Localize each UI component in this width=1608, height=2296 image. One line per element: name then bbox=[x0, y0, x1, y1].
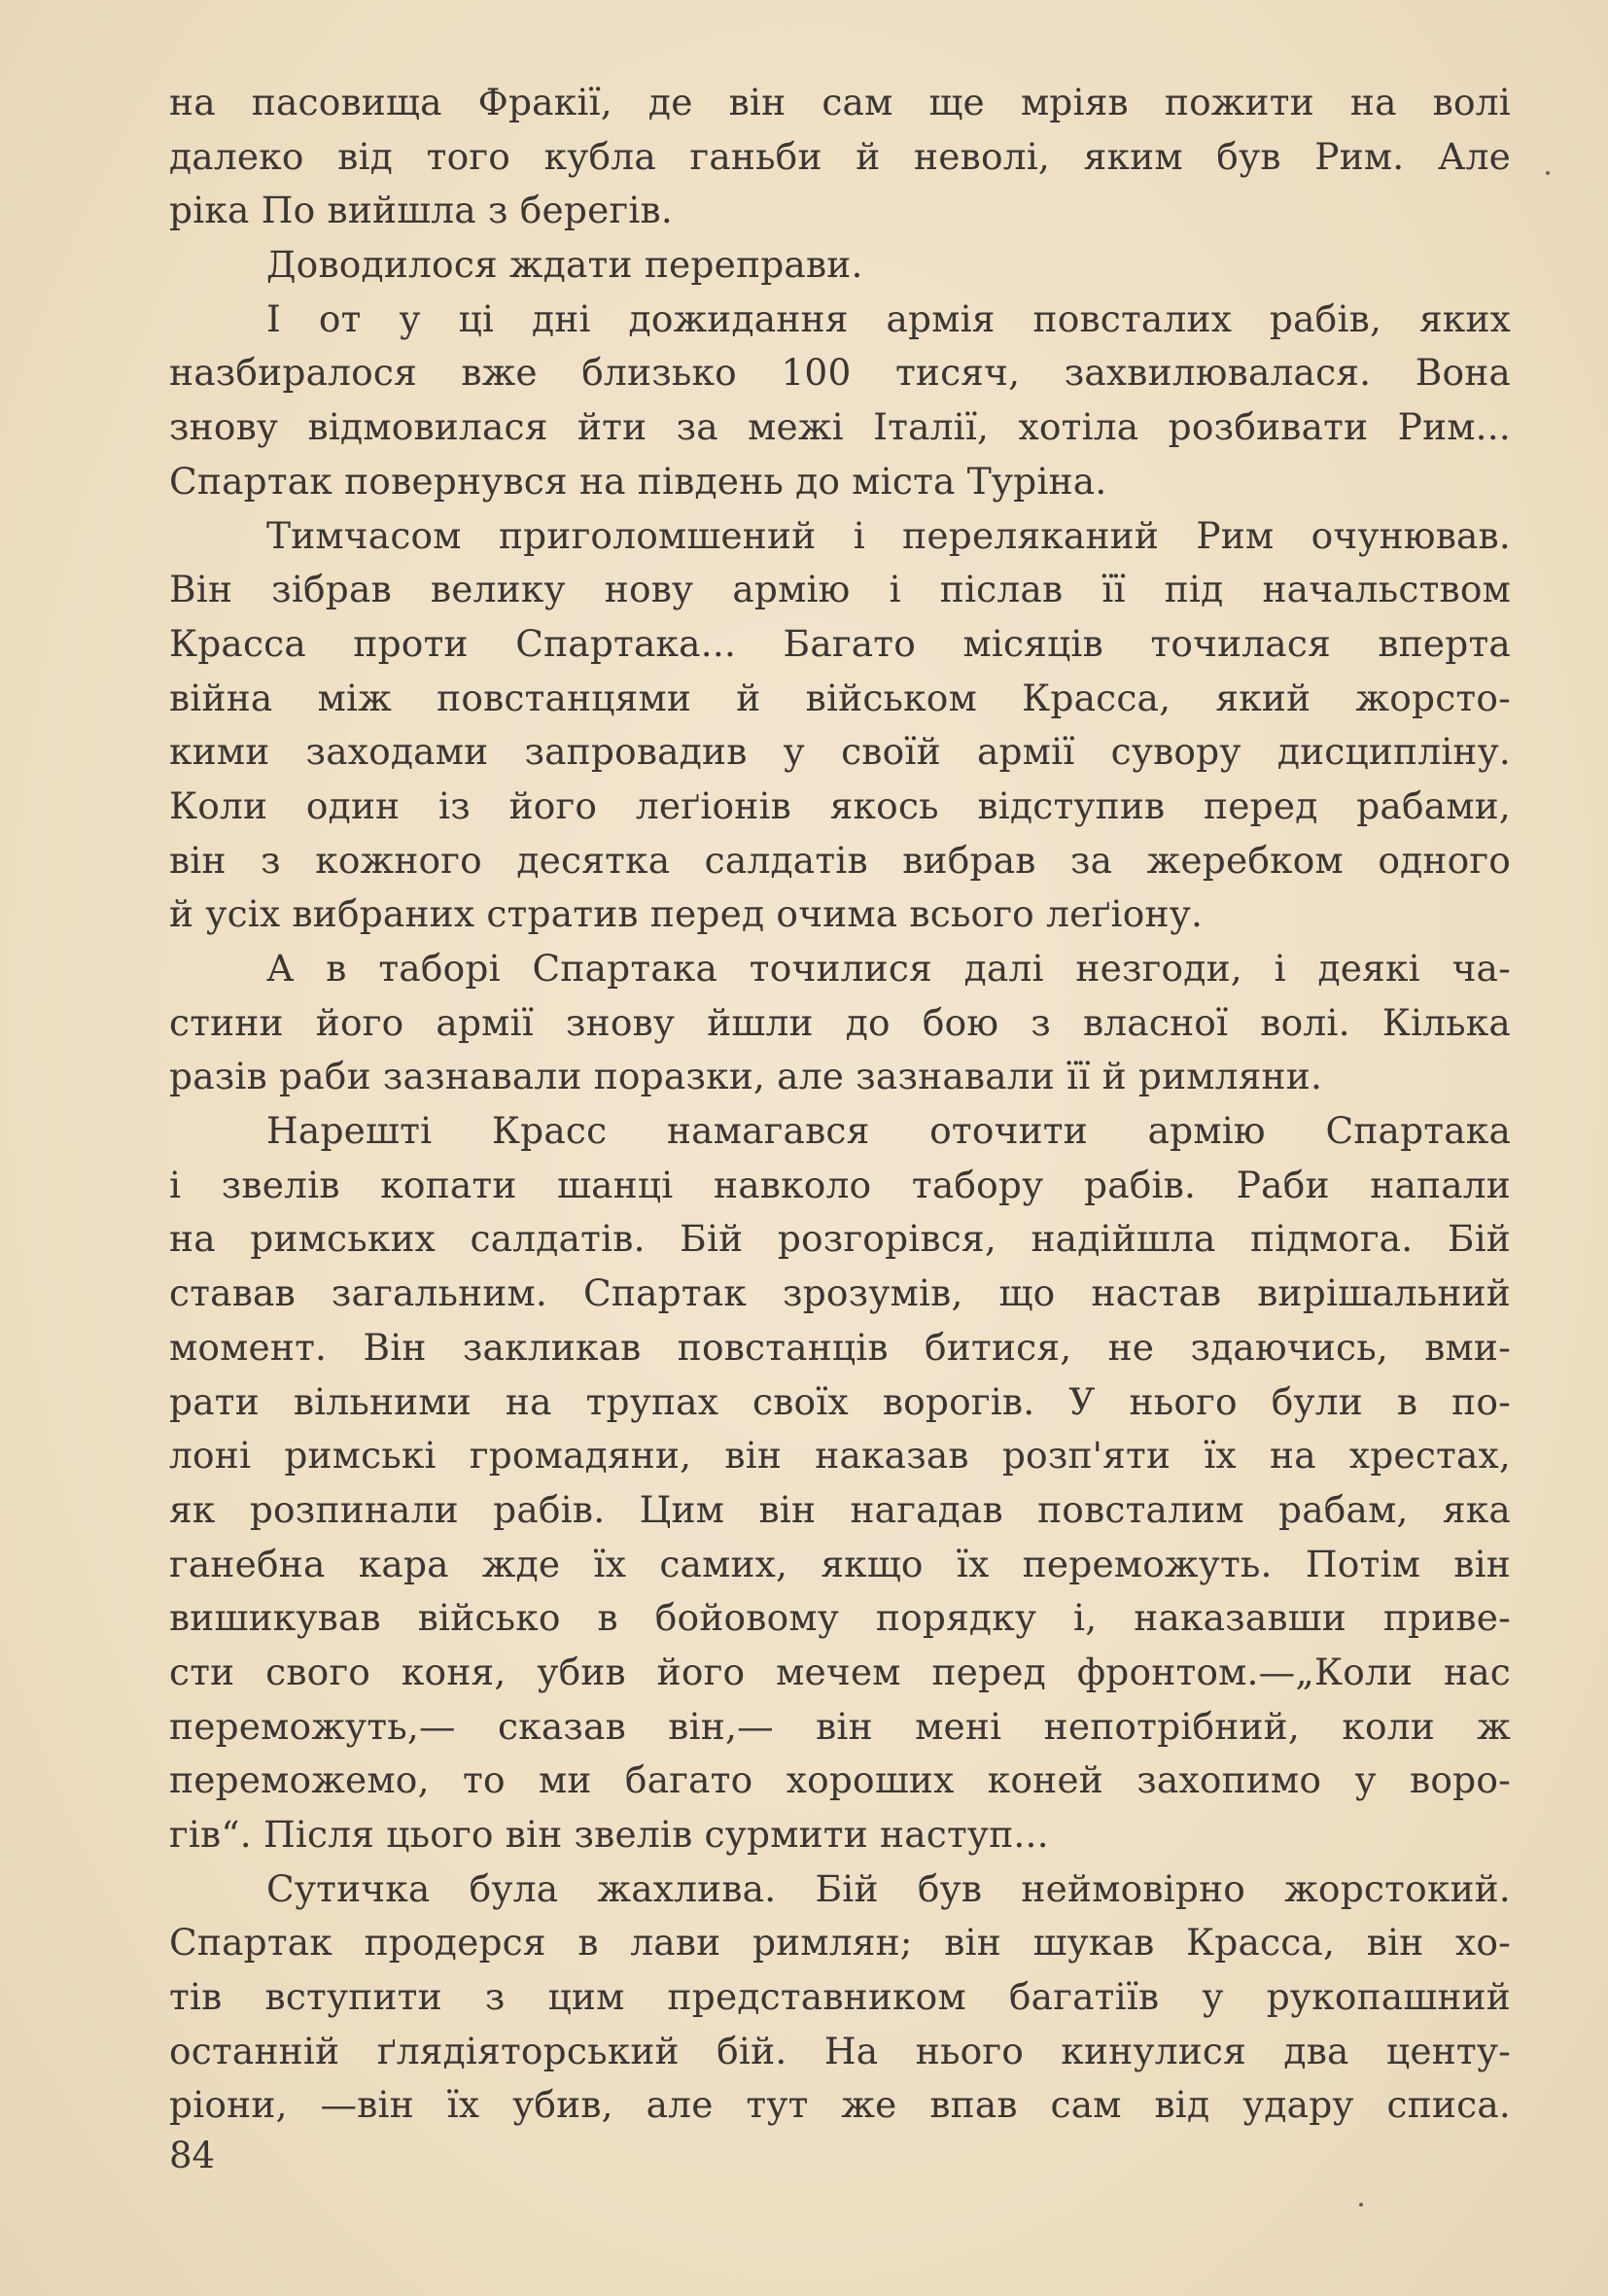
text-line: й усіх вибраних стратив перед очима всього леґіону. bbox=[169, 892, 1204, 936]
body-text bbox=[169, 76, 1511, 2133]
text-line: момент. Він закликав повстанців битися, не здаючись, вми- bbox=[169, 1325, 1511, 1369]
text-line: і звелів копати шанці навколо табору рабів. Раби напали bbox=[169, 1163, 1511, 1206]
text-line: І от у ці дні дожидання армія повсталих рабів, яких bbox=[266, 296, 1511, 340]
text-line: на пасовища Фракії, де він сам ще мріяв пожити на волі bbox=[169, 81, 1511, 123]
text-line: ганебна кара жде їх самих, якщо їх переможуть. Потім він bbox=[169, 1542, 1511, 1585]
text-line: Коли один із його леґіонів якось відступив перед рабами, bbox=[169, 783, 1511, 827]
text-line: Тимчасом приголомшений і переляканий Рим очунював. bbox=[266, 513, 1511, 557]
text-line: ставав загальним. Спартак зрозумів, що настав вирішальний bbox=[169, 1271, 1511, 1315]
text-line: знову відмовилася йти за межі Італії, хотіла розбивати Рим... bbox=[169, 405, 1511, 449]
paper-speck bbox=[1359, 2203, 1363, 2207]
text-line: гів“. Після цього він звелів сурмити наступ... bbox=[169, 1813, 1049, 1856]
text-line: тів вступити з цим представником багатіїв у рукопашний bbox=[169, 1975, 1511, 2019]
text-line: стини його армії знову йшли до бою з власної волі. Кілька bbox=[169, 1000, 1511, 1044]
text-line: Доводилося ждати переправи. bbox=[266, 243, 863, 287]
text-line: переможуть,— сказав він,— він мені непотрібний, коли ж bbox=[169, 1704, 1511, 1748]
text-line: лоні римські громадяни, він наказав розп'яти їх на хрестах, bbox=[169, 1434, 1511, 1478]
text-line: Сутичка була жахлива. Бій був неймовірно жорстокий. bbox=[266, 1866, 1511, 1910]
text-line: Спартак повернувся на південь до міста Туріна. bbox=[169, 459, 1107, 503]
text-line: Красса проти Спартака... Багато місяців точилася вперта bbox=[169, 621, 1511, 665]
text-line: кими заходами запровадив у своїй армії сувору дисципліну. bbox=[169, 730, 1511, 774]
text-line: переможемо, то ми багато хороших коней захопимо у воро- bbox=[169, 1758, 1511, 1802]
text-line: назбиралося вже близько 100 тисяч, захвилювалася. Вона bbox=[169, 351, 1511, 395]
text-line: Він зібрав велику нову армію і післав її під начальством bbox=[169, 568, 1511, 611]
text-line: сти свого коня, убив його мечем перед фронтом.—„Коли нас bbox=[169, 1650, 1511, 1693]
paper-speck bbox=[1546, 171, 1550, 175]
text-line: на римських салдатів. Бій розгорівся, надійшла підмога. Бій bbox=[169, 1217, 1511, 1261]
text-line: Спартак продерся в лави римлян; він шукав Красса, він хо- bbox=[169, 1921, 1511, 1965]
text-line: далеко від того кубла ганьби й неволі, яким був Рим. Але bbox=[169, 134, 1511, 178]
page-number: 84 bbox=[169, 2135, 216, 2176]
text-line: разів раби зазнавали поразки, але зазнавали її й римляни. bbox=[169, 1055, 1323, 1098]
text-line: А в таборі Спартака точилися далі незгоди, і деякі ча- bbox=[266, 947, 1511, 990]
text-line: Нарешті Красс намагався оточити армію Спартака bbox=[266, 1109, 1511, 1153]
text-line: він з кожного десятка салдатів вибрав за жеребком одного bbox=[169, 838, 1511, 882]
text-line: війна між повстанцями й військом Красса, який жорсто- bbox=[169, 676, 1511, 719]
text-line: як розпинали рабів. Цим він нагадав повсталим рабам, яка bbox=[169, 1487, 1511, 1531]
text-line: останній ґлядіяторський бій. На нього кинулися два центу- bbox=[169, 2029, 1511, 2072]
text-line: ріони, —він їх убив, але тут же впав сам від удару списа. bbox=[169, 2083, 1511, 2127]
text-line: рати вільними на трупах своїх ворогів. У нього були в по- bbox=[169, 1379, 1511, 1423]
text-line: вишикував військо в бойовому порядку і, наказавши приве- bbox=[169, 1596, 1511, 1640]
text-line: ріка По вийшла з берегів. bbox=[169, 189, 673, 232]
